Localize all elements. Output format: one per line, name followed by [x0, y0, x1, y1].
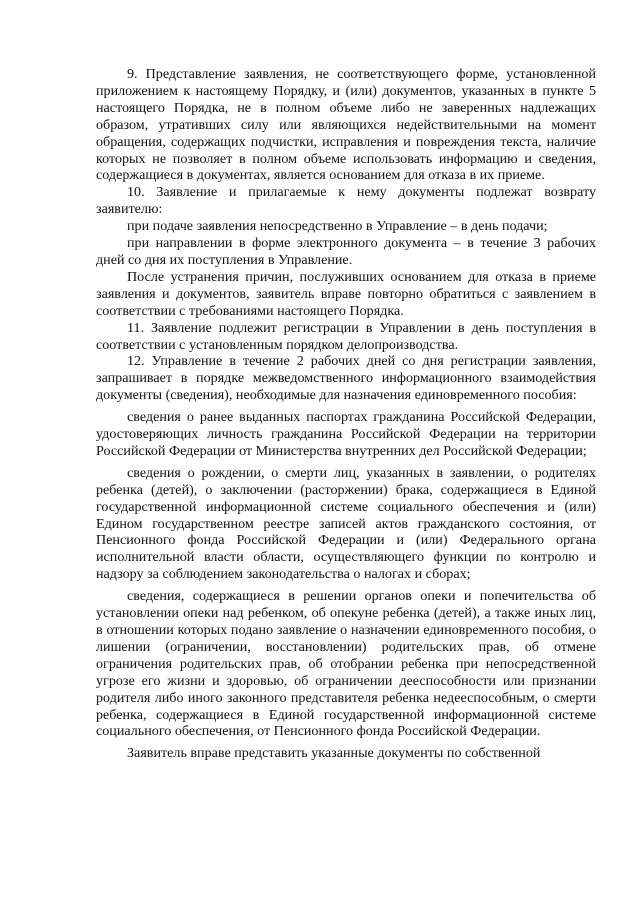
paragraph-10-return-documents: 10. Заявление и прилагаемые к нему документы подлежат возврату заявителю: [96, 184, 596, 218]
paragraph-passport-info: сведения о ранее выданных паспортах гражданина Российской Федерации, удостоверяющих личность гражданина Российской Федерации на территории Российской Федерации от Министерства внутренних дел Российской Федерации; [96, 409, 596, 459]
paragraph-applicant-right: Заявитель вправе представить указанные документы по собственной [127, 745, 541, 762]
paragraph-return-on-submission: при подаче заявления непосредственно в Управление – в день подачи; [127, 218, 548, 235]
document-page [96, 66, 596, 762]
paragraph-return-electronic: при направлении в форме электронного документа – в течение 3 рабочих дней со дня их поступления в Управление. [96, 235, 596, 268]
paragraph-civil-status-info: сведения о рождении, о смерти лиц, указанных в заявлении, о родителях ребенка (детей), о заключении (расторжении) брака, содержащиеся в Единой государственной информационной системе социального обеспечения и (или) Едином государственном реестре записей актов гражданского состояния, от Пенсионного фонда Российской Федерации и (или) Федерального органа исполнительной власти области, осуществляющего функции по контролю и надзору за соблюдением законодательства о налогах и сборах; [96, 464, 596, 583]
paragraph-guardianship-info: сведения, содержащиеся в решении органов опеки и попечительства об установлении опеки над ребенком, об опекуне ребенка (детей), а также иных лиц, в отношении которых подано заявление о назначении единовременного пособия, о лишении (ограничении, восстановлении) родительских прав, об отмене ограничения родительских прав, об отобрании ребенка при непосредственной угрозе его жизни и здоровью, об ограничении дееспособности или признании родителя либо иного законного представителя ребенка недееспособным, о смерти ребенка, содержащиеся в Единой государственной информационной системе социального обеспечения, от Пенсионного фонда Российской Федерации. [96, 588, 596, 740]
paragraph-12-interagency-request: 12. Управление в течение 2 рабочих дней со дня регистрации заявления, запрашивает в порядке межведомственного информационного взаимодействия документы (сведения), необходимые для назначения единовременного пособия: [96, 353, 596, 404]
paragraph-11-registration: 11. Заявление подлежит регистрации в Управлении в день поступления в соответствии с установленным порядком делопроизводства. [96, 319, 596, 353]
paragraph-resubmission: После устранения причин, послуживших основанием для отказа в приеме заявления и документов, заявитель вправе повторно обратиться с заявлением в соответствии с требованиями настоящего Порядка. [96, 268, 596, 319]
paragraph-9-refusal-grounds: 9. Представление заявления, не соответствующего форме, установленной приложением к настоящему Порядку, и (или) документов, указанных в пункте 5 настоящего Порядка, не в полном объеме либо не заверенных надлежащих образом, утративших силу или являющихся недействительными на момент обращения, содержащих подчистки, исправления и повреждения текста, наличие которых не позволяет в полном объеме использовать информацию и сведения, содержащиеся в документах, является основанием для отказа в их приеме. [96, 66, 596, 184]
